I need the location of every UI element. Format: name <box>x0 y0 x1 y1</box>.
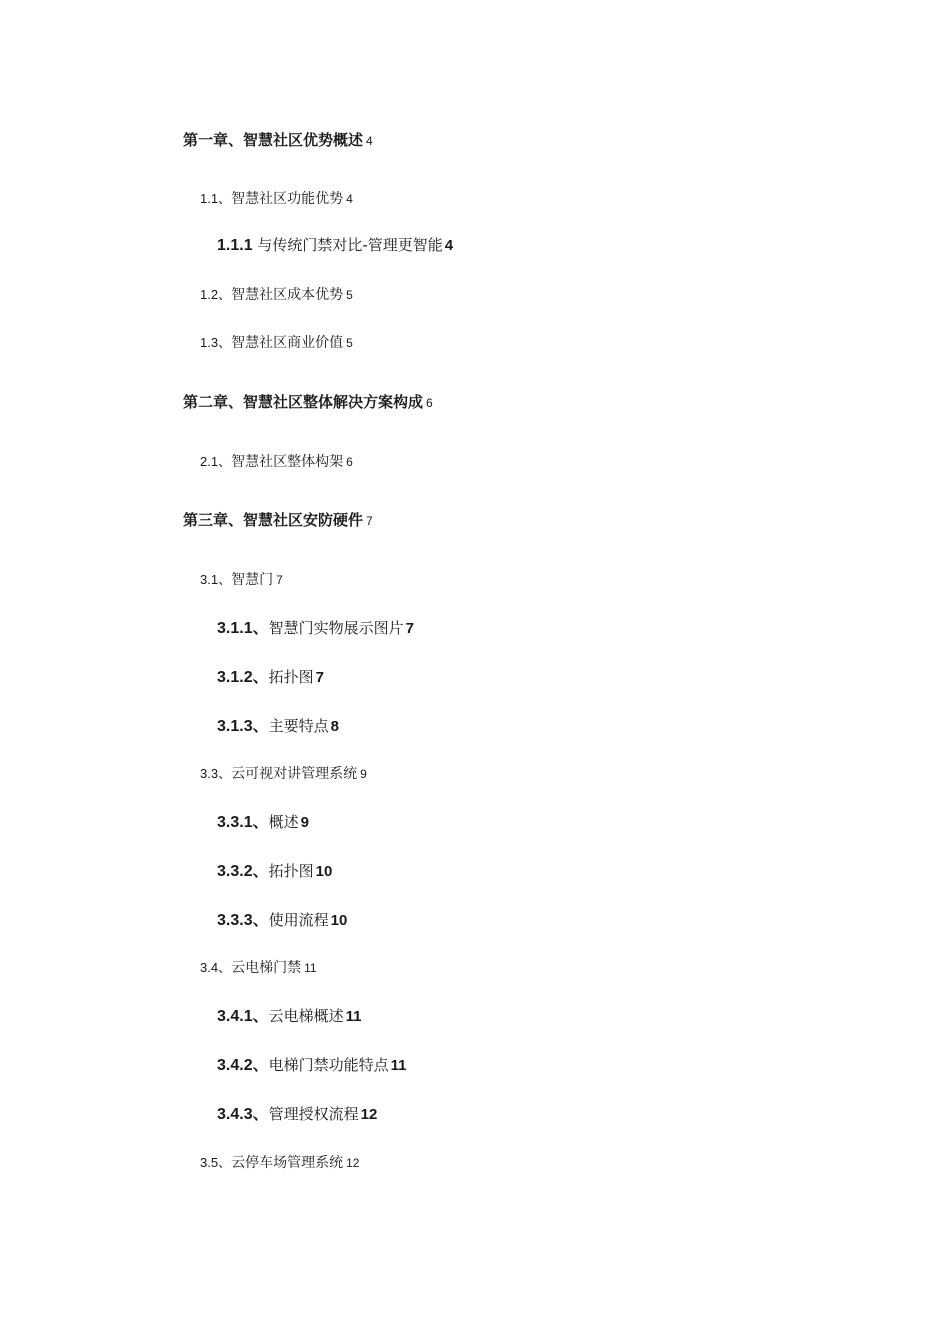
toc-entry-title: 电梯门禁功能特点 <box>268 1056 389 1074</box>
toc-entry-number: 3.4、 <box>200 960 232 975</box>
toc-entry-title: 智慧社区成本优势 <box>231 287 344 303</box>
toc-entry-title: 管理授权流程 <box>268 1105 359 1123</box>
toc-entry-3-1-3[interactable] <box>217 713 339 736</box>
toc-entry-3-1-2[interactable] <box>217 664 324 687</box>
toc-entry-title: 云电梯门禁 <box>231 960 302 976</box>
toc-entry-title: 云电梯概述 <box>268 1007 344 1025</box>
toc-entry-3-1[interactable] <box>200 569 283 589</box>
toc-entry-title: 拓扑图 <box>268 668 314 686</box>
toc-entry-title: 第三章、智慧社区安防硬件 <box>183 511 364 529</box>
toc-entry-1-2[interactable] <box>200 284 353 304</box>
toc-entry-3-5[interactable] <box>200 1152 359 1172</box>
toc-entry-page: 10 <box>315 863 333 880</box>
toc-entry-3-1-1[interactable] <box>217 615 414 638</box>
toc-entry-title: 智慧社区商业价值 <box>231 335 344 351</box>
toc-entry-page: 11 <box>304 961 317 975</box>
toc-entry-chapter-2[interactable] <box>183 391 433 412</box>
toc-entry-page: 8 <box>330 718 339 735</box>
toc-entry-1-3[interactable] <box>200 332 353 352</box>
toc-entry-number: 1.3、 <box>200 335 232 350</box>
toc-entry-3-4-2[interactable] <box>217 1052 406 1075</box>
toc-entry-number: 3.4.3、 <box>217 1106 269 1123</box>
toc-entry-page: 12 <box>360 1106 378 1123</box>
toc-entry-number: 2.1、 <box>200 454 232 469</box>
toc-entry-number: 3.3.2、 <box>217 863 269 880</box>
toc-entry-title: 云停车场管理系统 <box>231 1155 344 1171</box>
toc-entry-3-4-3[interactable] <box>217 1101 377 1124</box>
toc-entry-number: 3.3.1、 <box>217 814 269 831</box>
toc-entry-title: 拓扑图 <box>268 862 314 880</box>
toc-entry-page: 11 <box>345 1008 362 1025</box>
toc-entry-number: 3.4.1、 <box>217 1008 269 1025</box>
toc-entry-page: 11 <box>390 1057 407 1074</box>
toc-entry-page: 5 <box>346 288 353 302</box>
toc-entry-page: 7 <box>405 620 414 637</box>
toc-entry-chapter-3[interactable] <box>183 509 373 530</box>
toc-entry-number: 3.3、 <box>200 766 232 781</box>
toc-entry-3-3-1[interactable] <box>217 809 309 832</box>
toc-entry-title: 第一章、智慧社区优势概述 <box>183 131 364 149</box>
toc-entry-page: 10 <box>330 912 348 929</box>
toc-entry-number: 3.3.3、 <box>217 912 269 929</box>
toc-entry-title: 智慧门实物展示图片 <box>268 619 404 637</box>
toc-entry-number: 3.1.2、 <box>217 669 269 686</box>
toc-entry-page: 6 <box>426 396 433 410</box>
toc-entry-3-4-1[interactable] <box>217 1003 361 1026</box>
toc-entry-number: 1.2、 <box>200 287 232 302</box>
toc-entry-number: 3.1.3、 <box>217 718 269 735</box>
toc-entry-page: 4 <box>366 134 373 148</box>
toc-entry-3-4[interactable] <box>200 957 317 977</box>
toc-entry-number: 3.1.1、 <box>217 620 269 637</box>
toc-entry-title: 智慧社区功能优势 <box>231 191 344 207</box>
toc-entry-title: 概述 <box>268 813 299 831</box>
toc-entry-number: 1.1.1 <box>217 237 253 254</box>
toc-entry-page: 7 <box>315 669 324 686</box>
toc-entry-page: 9 <box>360 767 367 781</box>
toc-entry-3-3[interactable] <box>200 763 367 783</box>
toc-entry-title: 第二章、智慧社区整体解决方案构成 <box>183 393 424 411</box>
toc-entry-title: 使用流程 <box>268 911 329 929</box>
toc-entry-page: 4 <box>444 237 454 254</box>
toc-entry-page: 9 <box>300 814 309 831</box>
toc-entry-3-3-3[interactable] <box>217 907 347 930</box>
toc-entry-2-1[interactable] <box>200 451 353 471</box>
toc-entry-number: 3.4.2、 <box>217 1057 269 1074</box>
toc-entry-title: 主要特点 <box>268 717 329 735</box>
toc-entry-title: 云可视对讲管理系统 <box>231 766 358 782</box>
toc-entry-page: 6 <box>346 455 353 469</box>
toc-entry-1-1-1[interactable] <box>217 234 453 255</box>
toc-entry-title: 智慧社区整体构架 <box>231 454 344 470</box>
toc-entry-title: 智慧门 <box>231 572 274 588</box>
toc-entry-page: 4 <box>346 192 353 206</box>
toc-entry-number: 3.1、 <box>200 572 232 587</box>
toc-entry-page: 7 <box>276 573 283 587</box>
toc-entry-page: 7 <box>366 514 373 528</box>
toc-entry-number: 1.1、 <box>200 191 232 206</box>
toc-entry-number: 3.5、 <box>200 1155 232 1170</box>
toc-entry-title: 与传统门禁对比-管理更智能 <box>252 236 443 254</box>
toc-entry-page: 5 <box>346 336 353 350</box>
toc-entry-1-1[interactable] <box>200 188 353 208</box>
toc-entry-page: 12 <box>346 1156 360 1170</box>
toc-entry-3-3-2[interactable] <box>217 858 332 881</box>
toc-entry-chapter-1[interactable] <box>183 129 373 150</box>
